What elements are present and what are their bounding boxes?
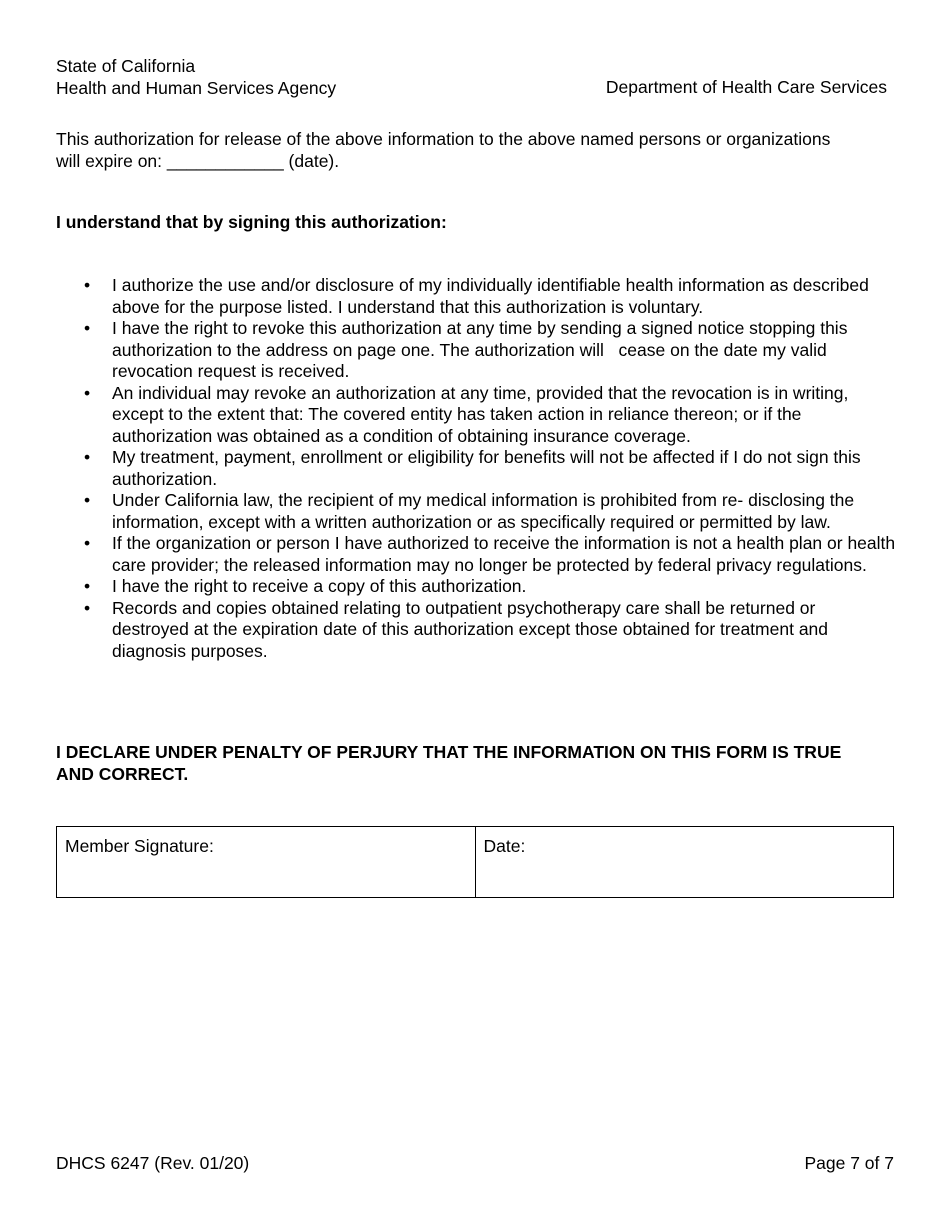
bullet-icon: • bbox=[84, 597, 91, 618]
signature-table bbox=[56, 826, 894, 898]
list-item-text: I have the right to revoke this authorization at any time by sending a signed notice stopping this authorization to the address on page one. The authorization will cease on the date my valid revocation request is received. bbox=[112, 318, 853, 381]
list-item bbox=[56, 576, 896, 598]
bullet-icon: • bbox=[84, 382, 91, 403]
list-item bbox=[56, 447, 896, 490]
state-name: State of California bbox=[56, 56, 196, 76]
list-item bbox=[56, 490, 896, 533]
header-agency-block bbox=[56, 56, 336, 99]
member-signature-field[interactable] bbox=[57, 827, 475, 897]
list-item bbox=[56, 275, 896, 318]
list-item bbox=[56, 318, 896, 383]
bullet-icon: • bbox=[84, 318, 91, 338]
list-item-text: Records and copies obtained relating to outpatient psychotherapy care shall be returned or destroyed at the expiration date of this authorization except those obtained for treatment and diagnosis purposes. bbox=[112, 597, 829, 661]
bullet-icon: • bbox=[84, 533, 91, 553]
expiry-statement bbox=[56, 129, 896, 172]
agency-name: Health and Human Services Agency bbox=[56, 77, 337, 98]
list-item bbox=[56, 533, 896, 576]
bullet-icon: • bbox=[84, 275, 91, 295]
list-item-text: If the organization or person I have authorized to receive the information is not a health plan or health care provider; the released information may no longer be protected by federal privacy regulations. bbox=[112, 533, 896, 575]
department-name: Department of Health Care Services bbox=[605, 77, 887, 97]
perjury-declaration: I DECLARE UNDER PENALTY OF PERJURY THAT THE INFORMATION ON THIS FORM IS TRUE AND CORRECT. bbox=[56, 742, 842, 784]
bullet-icon: • bbox=[84, 447, 91, 467]
list-item-text: My treatment, payment, enrollment or eligibility for benefits will not be affected if I do not sign this authorization. bbox=[112, 447, 861, 489]
date-field[interactable] bbox=[475, 827, 894, 897]
list-item bbox=[56, 598, 896, 663]
expiry-line-1: This authorization for release of the above information to the above named persons or organizations bbox=[56, 129, 831, 149]
list-item-text: An individual may revoke an authorization at any time, provided that the revocation is in writing, except to the extent that: The covered entity has taken action in reliance thereon; or if the authorization was obtained as a condition of obtaining insurance coverage. bbox=[112, 382, 849, 446]
page-number: Page 7 of 7 bbox=[804, 1153, 894, 1173]
form-id: DHCS 6247 (Rev. 01/20) bbox=[56, 1153, 250, 1173]
list-item-text: Under California law, the recipient of my medical information is prohibited from re- disclosing the information, except with a written authorization or as specifically required or permitted by law. bbox=[112, 490, 855, 532]
list-item-text: I authorize the use and/or disclosure of my individually identifiable health information as described above for the purpose listed. I understand that this authorization is voluntary. bbox=[112, 275, 869, 317]
list-item bbox=[56, 383, 896, 448]
bullet-icon: • bbox=[84, 490, 91, 510]
authorization-terms-list bbox=[56, 275, 896, 662]
bullet-icon: • bbox=[84, 576, 91, 596]
expiry-line-2: will expire on: ____________ (date). bbox=[56, 150, 340, 171]
date-label: Date: bbox=[483, 836, 526, 856]
list-item-text: I have the right to receive a copy of this authorization. bbox=[112, 576, 527, 596]
member-signature-label: Member Signature: bbox=[65, 836, 214, 856]
understanding-heading: I understand that by signing this authorization: bbox=[56, 212, 447, 232]
